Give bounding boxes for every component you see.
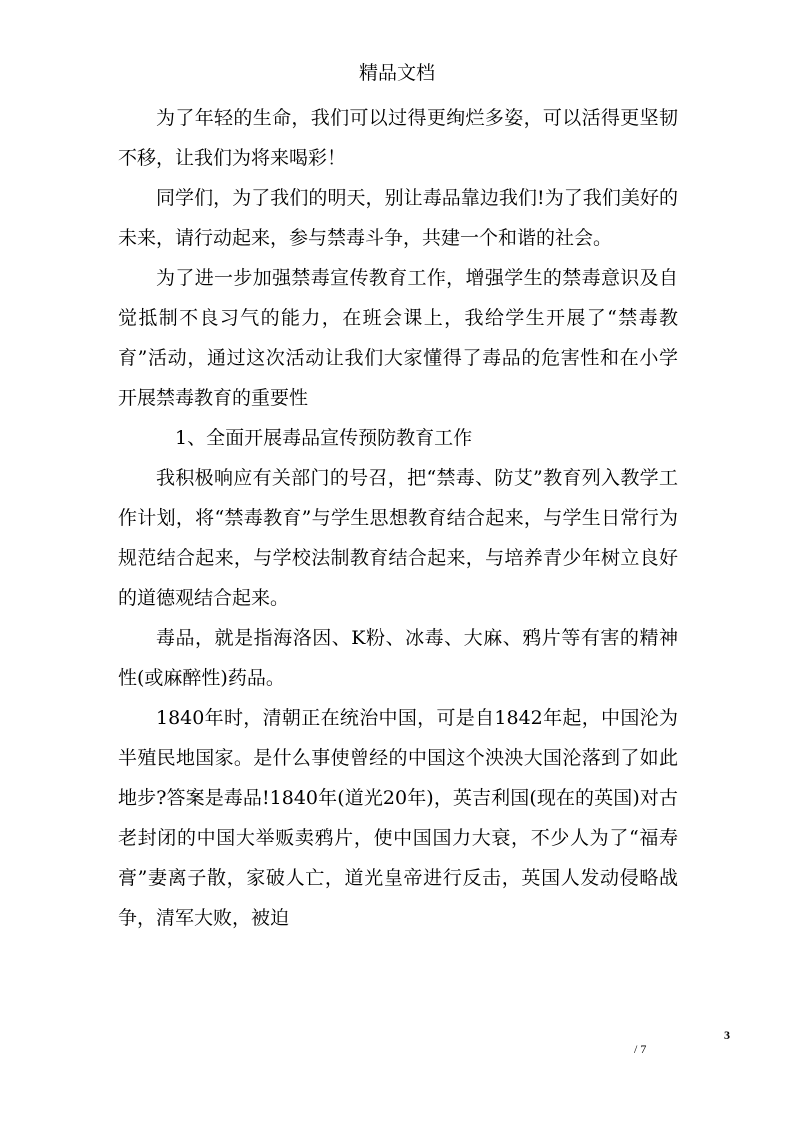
paragraph: 为了年轻的生命，我们可以过得更绚烂多姿，可以活得更坚韧不移，让我们为将来喝彩！ xyxy=(118,107,678,169)
document-body xyxy=(118,98,678,938)
page-number: 3 xyxy=(724,1028,730,1042)
page-total: / 7 xyxy=(634,1042,647,1056)
section-heading: 1、全面开展毒品宣传预防教育工作 xyxy=(175,427,473,449)
paragraph: 我积极响应有关部门的号召，把“禁毒、防艾”教育列入教学工作计划，将“禁毒教育”与学生思想教育结合起来，与学生日常行为规范结合起来，与学校法制教育结合起来，与培养青少年树立良好的道德观结合起来。 xyxy=(118,467,678,609)
paragraph: 同学们，为了我们的明天，别让毒品靠边我们!为了我们美好的未来，请行动起来，参与禁毒斗争，共建一个和谐的社会。 xyxy=(118,187,678,249)
paragraph: 1840年时，清朝正在统治中国，可是自1842年起，中国沦为半殖民地国家。是什么事使曾经的中国这个泱泱大国沦落到了如此地步?答案是毒品!1840年(道光20年)，英吉利国(现在的英国)对古老封闭的中国大举贩卖鸦片，使中国国力大衰，不少人为了“福寿膏”妻离子散，家破人亡，道光皇帝进行反击，英国人发动侵略战争，清军大败，被迫 xyxy=(118,707,678,929)
paragraph: 毒品，就是指海洛因、K粉、冰毒、大麻、鸦片等有害的精神性(或麻醉性)药品。 xyxy=(118,627,678,689)
paragraph: 为了进一步加强禁毒宣传教育工作，增强学生的禁毒意识及自觉抵制不良习气的能力，在班会课上，我给学生开展了“禁毒教育”活动，通过这次活动让我们大家懂得了毒品的危害性和在小学开展禁毒教育的重要性 xyxy=(118,267,678,409)
document-header: 精品文档 xyxy=(358,62,435,84)
